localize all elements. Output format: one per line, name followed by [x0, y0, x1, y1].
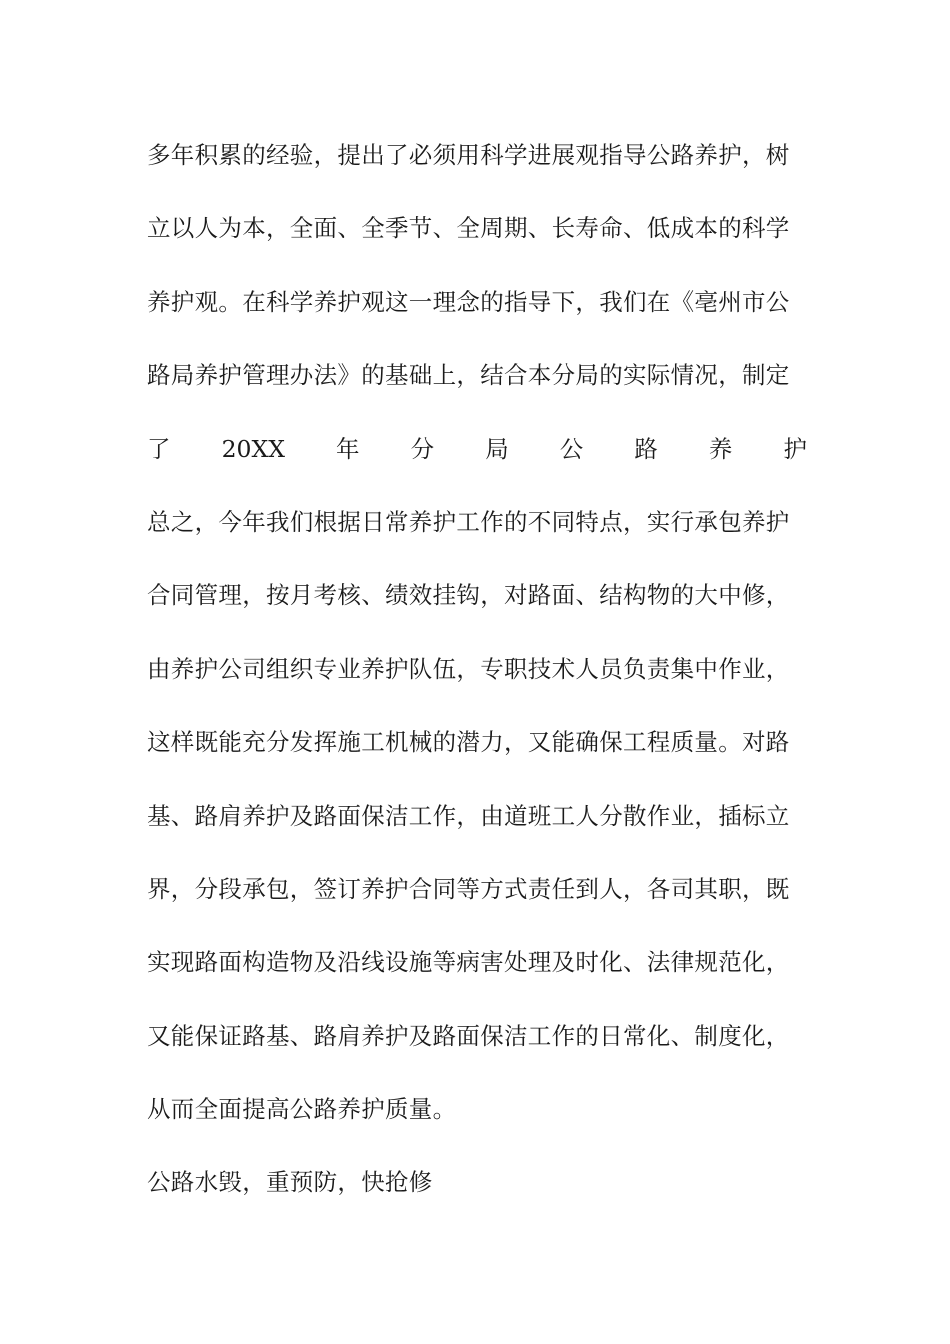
text-line: 养护观。在科学养护观这一理念的指导下，我们在《亳州市公 [147, 287, 790, 316]
text-line: 从而全面提高公路养护质量。 [147, 1095, 457, 1124]
text-line: 实现路面构造物及沿线设施等病害处理及时化、法律规范化， [147, 948, 790, 977]
text-line: 合同管理，按月考核、绩效挂钩，对路面、结构物的大中修， [147, 581, 790, 610]
section-heading: 公路水毁，重预防，快抢修 [147, 1168, 433, 1197]
spaced-word: 局 [485, 434, 509, 463]
spaced-word: 20XX [221, 434, 285, 463]
text-line: 又能保证路基、路肩养护及路面保洁工作的日常化、制度化， [147, 1021, 790, 1050]
text-line: 立以人为本，全面、全季节、全周期、长寿命、低成本的科学 [147, 214, 790, 243]
spaced-word: 公 [559, 434, 584, 463]
spaced-word: 路 [634, 434, 658, 463]
spaced-text-line [147, 426, 807, 499]
text-line: 路局养护管理办法》的基础上，结合本分局的实际情况，制定 [147, 361, 790, 390]
text-line: 多年积累的经验，提出了必须用科学进展观指导公路养护，树 [147, 141, 790, 169]
spaced-word: 护 [783, 434, 807, 463]
text-line: 由养护公司组织专业养护队伍，专职技术人员负责集中作业， [147, 654, 790, 683]
text-line: 基、路肩养护及路面保洁工作，由道班工人分散作业，插标立 [147, 801, 790, 830]
spaced-word: 养 [708, 434, 733, 463]
spaced-word: 了 [147, 434, 171, 463]
text-line: 总之，今年我们根据日常养护工作的不同特点，实行承包养护 [147, 507, 790, 536]
spaced-word: 分 [410, 434, 435, 463]
text-line: 这样既能充分发挥施工机械的潜力，又能确保工程质量。对路 [147, 728, 790, 757]
body-text [147, 132, 807, 1233]
text-line: 界，分段承包，签订养护合同等方式责任到人，各司其职，既 [147, 874, 790, 903]
spaced-word: 年 [336, 434, 360, 463]
